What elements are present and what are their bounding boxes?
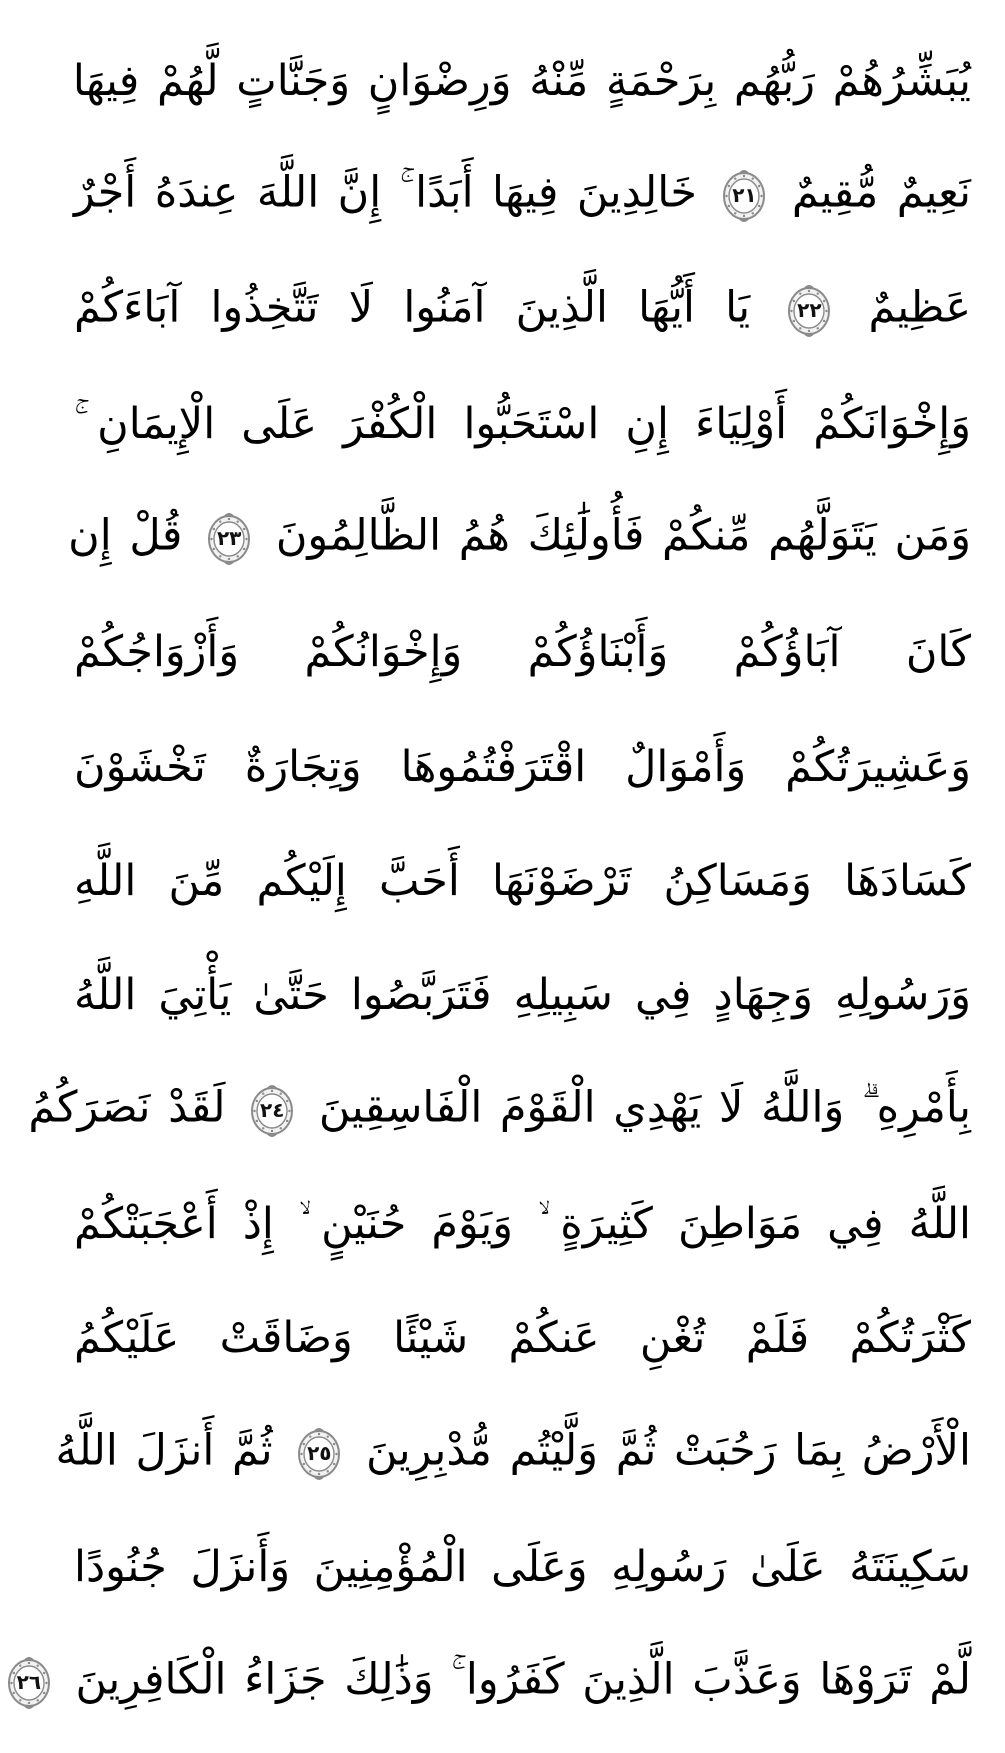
line-content [72, 55, 971, 106]
line-content [74, 166, 971, 224]
text-line [74, 832, 971, 930]
verse-text: كَثْرَتُكُمْ فَلَمْ تُغْنِ عَنكُمْ شَيْئًا وَضَاقَتْ عَلَيْكُمُ [74, 1313, 971, 1364]
ayah-number-marker [249, 1081, 295, 1139]
verse-text: وَإِخْوَانَكُمْ أَوْلِيَاءَ إِنِ اسْتَحَبُّوا الْكُفْرَ عَلَى الْإِيمَانِ ۚ [74, 398, 971, 449]
line-content [74, 627, 971, 678]
verse-text: يَا أَيُّهَا الَّذِينَ آمَنُوا لَا تَتَّخِذُوا آبَاءَكُمْ [74, 282, 751, 333]
ayah-number: ٢٤ [260, 1098, 285, 1123]
verse-text: بِأَمْرِهِ ۗ وَاللَّهُ لَا يَهْدِي الْقَوْمَ الْفَاسِقِينَ [318, 1082, 971, 1133]
verse-text: وَرَسُولِهِ وَجِهَادٍ فِي سَبِيلِهِ فَتَرَبَّصُوا حَتَّىٰ يَأْتِيَ اللَّهُ [74, 970, 971, 1021]
line-content [74, 1313, 971, 1364]
verse-text: عَظِيمٌ [868, 282, 972, 333]
verse-text: وَعَشِيرَتُكُمْ وَأَمْوَالٌ اقْتَرَفْتُمُوهَا وَتِجَارَةٌ تَخْشَوْنَ [74, 741, 971, 792]
line-content [74, 1541, 971, 1592]
ayah-number: ٢١ [732, 183, 757, 208]
text-line [74, 375, 971, 473]
ayah-number: ٢٢ [797, 297, 822, 322]
verse-text: نَعِيمٌ مُّقِيمٌ [791, 167, 971, 218]
text-line [74, 146, 971, 244]
verse-text: الْأَرْضُ بِمَا رَحُبَتْ ثُمَّ وَلَّيْتُم مُّدْبِرِينَ [365, 1425, 971, 1476]
ayah-number-marker [786, 281, 832, 339]
line-content [55, 1424, 971, 1482]
ayah-number: ٢٥ [307, 1441, 332, 1466]
text-line [28, 1061, 971, 1159]
text-line [74, 261, 971, 359]
ayah-number-marker [721, 166, 767, 224]
ayah-number: ٢٦ [16, 1669, 42, 1694]
verse-text: لَّمْ تَرَوْهَا وَعَذَّبَ الَّذِينَ كَفَرُوا ۚ وَذَٰلِكَ جَزَاءُ الْكَافِرِينَ [75, 1654, 971, 1705]
verse-text: وَمَن يَتَوَلَّهُم مِّنكُمْ فَأُولَٰئِكَ هُمُ الظَّالِمُونَ [275, 510, 971, 561]
text-line [68, 489, 971, 587]
line-content [74, 855, 971, 906]
text-line [74, 947, 971, 1045]
mushaf-page [16, 0, 1005, 1753]
text-line [74, 1518, 971, 1616]
ayah-number: ٢٣ [216, 526, 242, 551]
verse-text: لَقَدْ نَصَرَكُمُ [28, 1082, 226, 1133]
verse-text: كَانَ آبَاؤُكُمْ وَأَبْنَاؤُكُمْ وَإِخْوَانُكُمْ وَأَزْوَاجُكُمْ [74, 627, 971, 678]
line-content [74, 970, 971, 1021]
text-line [74, 1290, 971, 1388]
line-content [74, 398, 971, 449]
text-line [16, 1633, 971, 1731]
text-line [55, 1404, 971, 1502]
line-content [74, 1198, 971, 1249]
line-content [28, 1081, 971, 1139]
verse-text: خَالِدِينَ فِيهَا أَبَدًا ۚ إِنَّ اللَّهَ عِندَهُ أَجْرٌ [74, 167, 697, 218]
verse-text: كَسَادَهَا وَمَسَاكِنُ تَرْضَوْنَهَا أَحَبَّ إِلَيْكُم مِّنَ اللَّهِ [74, 855, 971, 906]
verse-text: اللَّهُ فِي مَوَاطِنَ كَثِيرَةٍ ۙ وَيَوْمَ حُنَيْنٍ ۙ إِذْ أَعْجَبَتْكُمْ [74, 1198, 971, 1249]
text-line [74, 1175, 971, 1273]
ayah-number-marker [206, 509, 252, 567]
line-content [74, 741, 971, 792]
line-content [68, 509, 971, 567]
text-line [74, 32, 971, 130]
verse-text: سَكِينَتَهُ عَلَىٰ رَسُولِهِ وَعَلَى الْمُؤْمِنِينَ وَأَنزَلَ جُنُودًا [74, 1541, 971, 1592]
line-content [0, 1653, 971, 1711]
line-content [74, 281, 971, 339]
quran-text-block [16, 32, 972, 1731]
ayah-number-marker [296, 1424, 342, 1482]
text-line [74, 604, 971, 702]
ayah-number-marker [6, 1653, 52, 1711]
text-line [74, 718, 971, 816]
verse-text: قُلْ إِن [68, 510, 183, 561]
verse-text: يُبَشِّرُهُمْ رَبُّهُم بِرَحْمَةٍ مِّنْهُ وَرِضْوَانٍ وَجَنَّاتٍ لَّهُمْ فِيهَا [72, 55, 971, 106]
verse-text: ثُمَّ أَنزَلَ اللَّهُ [55, 1425, 273, 1476]
